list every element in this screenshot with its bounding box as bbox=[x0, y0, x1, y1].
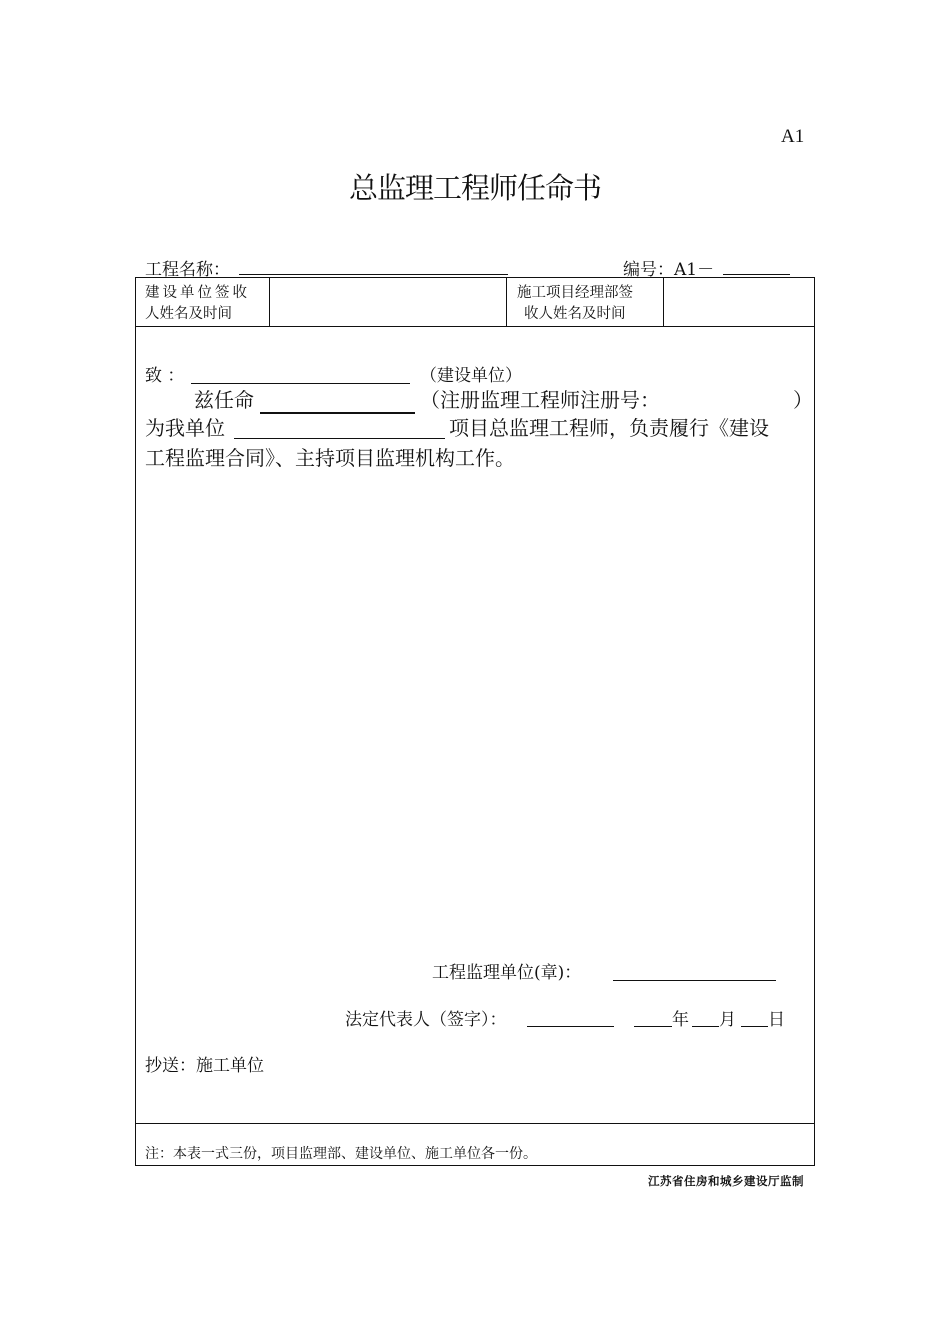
cc-label: 抄送：施工单位 bbox=[145, 1056, 264, 1076]
day-label: 日 bbox=[768, 1010, 785, 1030]
pm-sign-field[interactable] bbox=[664, 278, 814, 326]
reg-no-label: （注册监理工程师注册号： bbox=[420, 388, 660, 412]
project-name-field[interactable] bbox=[239, 274, 508, 275]
document-title: 总监理工程师任命书 bbox=[348, 171, 601, 205]
project-field[interactable] bbox=[234, 438, 445, 439]
number-field[interactable] bbox=[723, 274, 790, 275]
month-label: 月 bbox=[719, 1010, 736, 1030]
to-label: 致 ： bbox=[145, 366, 185, 386]
for-unit-label: 为我单位 bbox=[145, 416, 225, 440]
pm-sign-label-1: 施工项目经理部签 bbox=[517, 285, 633, 301]
pm-sign-label-2: 收人姓名及时间 bbox=[524, 306, 626, 322]
supervisor-unit-label: 工程监理单位(章)： bbox=[432, 963, 582, 983]
appoint-label: 兹任命 bbox=[194, 388, 254, 412]
year-field[interactable] bbox=[634, 1026, 672, 1027]
issuer: 江苏省住房和城乡建设厅监制 bbox=[648, 1174, 804, 1188]
day-field[interactable] bbox=[741, 1026, 768, 1027]
project-name-label: 工程名称： bbox=[145, 260, 230, 280]
owner-unit-hint: （建设单位） bbox=[420, 366, 522, 386]
legal-rep-label: 法定代表人（签字）： bbox=[345, 1010, 507, 1030]
reg-no-close: ） bbox=[793, 388, 813, 412]
owner-sign-label-1: 建设单位签收 bbox=[145, 285, 250, 301]
note: 注：本表一式三份，项目监理部、建设单位、施工单位各一份。 bbox=[145, 1146, 537, 1162]
year-label: 年 bbox=[672, 1010, 689, 1030]
body-line-2: 工程监理合同》、主持项目监理机构工作。 bbox=[145, 446, 515, 470]
legal-rep-field[interactable] bbox=[527, 1026, 614, 1027]
form-code: A1 bbox=[781, 126, 805, 147]
month-field[interactable] bbox=[692, 1026, 719, 1027]
appointee-name-field[interactable] bbox=[260, 412, 415, 414]
supervisor-unit-field[interactable] bbox=[613, 980, 776, 981]
number-label: 编号：A1－ bbox=[623, 260, 715, 280]
owner-sign-field[interactable] bbox=[270, 278, 505, 326]
body-line-1-tail: 项目总监理工程师，负责履行《建设 bbox=[449, 416, 769, 440]
owner-sign-label-2: 人姓名及时间 bbox=[145, 306, 232, 322]
